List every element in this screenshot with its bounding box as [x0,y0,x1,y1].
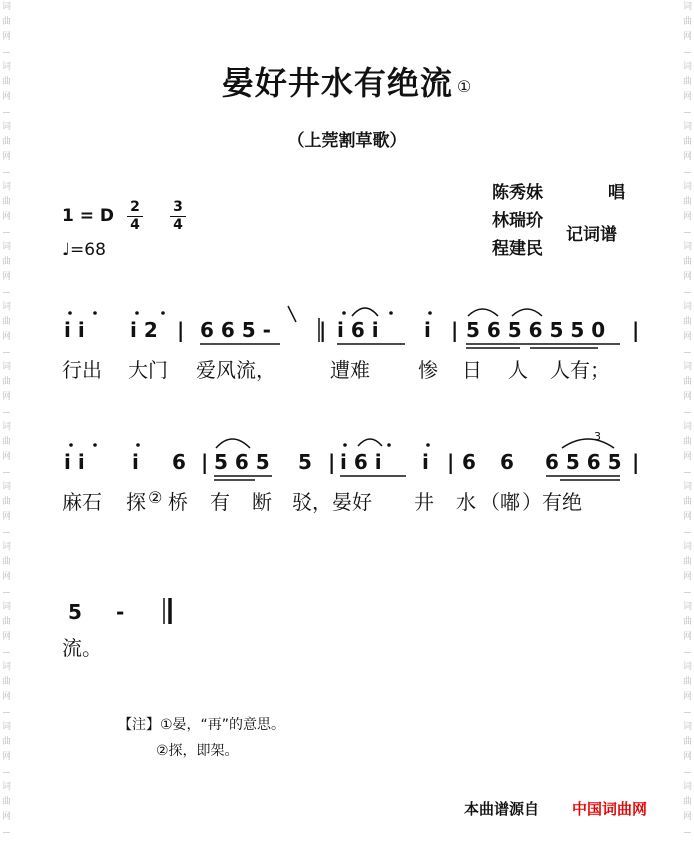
watermark-char: 词 [682,542,692,552]
watermark-char: 词 [1,542,11,552]
source-site-link[interactable]: 中国词曲网 [572,800,648,818]
watermark-char: 网 [1,332,11,342]
song-title-text: 晏好井水有绝流 [221,64,453,102]
l1-lyric-6: 日 [462,358,482,382]
l3-notes-1: 5 [68,600,82,624]
l2-notes-3: 6 [172,450,186,474]
watermark-char: 词 [1,722,11,732]
l2-lyric-1: 麻石 [62,490,102,514]
watermark-char: 网 [682,272,692,282]
l2-notes-7: i [422,450,429,474]
l1-notes-3: 6 6 5 - [200,318,271,342]
watermark-char: 词 [1,122,11,132]
l1-barline-2: | [319,318,327,342]
watermark-char: 词 [682,242,692,252]
key-signature: 1 = D [62,206,115,226]
recorder-role: 记词谱 [566,225,617,245]
watermark-char: 网 [682,632,692,642]
watermark-char: 曲 [682,377,692,387]
recorder-name-1: 林瑞玠 [492,211,543,231]
watermark-char: 词 [682,62,692,72]
watermark-char: 词 [682,422,692,432]
watermark-char: 曲 [1,197,11,207]
watermark-char: 曲 [682,137,692,147]
watermark-char: 曲 [682,557,692,567]
l2-lyric-10: （嘟 [480,490,520,514]
watermark-char: 曲 [1,557,11,567]
l1-notes-6: 5 6 5 6 5 5 0 [466,318,606,342]
watermark-char: 词 [682,362,692,372]
l2-lyric-footnote-mark: ② [148,488,163,507]
watermark-char: 词 [682,662,692,672]
watermark-char: 网 [1,452,11,462]
watermark-char: 网 [1,272,11,282]
watermark-char: 词 [1,602,11,612]
watermark-char: 曲 [682,677,692,687]
l2-lyric-2: 探 [126,490,146,514]
watermark-char: 曲 [1,317,11,327]
l1-notes-5: i [424,318,431,342]
l2-notes-1: i i [64,450,85,474]
time-sig-2-top: 3 [173,199,183,215]
l2-barline-3: | [447,450,455,474]
watermark-char: 词 [682,122,692,132]
watermark-char: 网 [1,92,11,102]
watermark-char: 网 [682,752,692,762]
watermark-char: 曲 [1,497,11,507]
watermark-char: 曲 [682,797,692,807]
l2-notes-9: 6 [500,450,514,474]
watermark-char: 词 [1,182,11,192]
watermark-char: 曲 [1,377,11,387]
l2-barline-4: | [632,450,640,474]
watermark-char: 词 [1,362,11,372]
l2-notes-8: 6 [462,450,476,474]
singer-name: 陈秀妹 [492,183,543,203]
watermark-char: 网 [682,572,692,582]
l1-lyric-5: 惨 [418,358,438,382]
footnote-label: 【注】 [118,717,160,733]
l2-notes-6: i 6 i [340,450,382,474]
watermark-char: 词 [682,482,692,492]
watermark-char: 网 [682,212,692,222]
watermark-char: 曲 [682,17,692,27]
l1-lyric-3: 爱风流， [196,358,276,382]
singer-role: 唱 [608,183,625,203]
watermark-char: 网 [1,512,11,522]
l3-lyric-1: 流。 [62,636,102,660]
footnote-1 [118,714,285,734]
watermark-char: 网 [1,392,11,402]
watermark-char: 曲 [1,257,11,267]
watermark-char: 曲 [682,257,692,267]
source-prefix: 本曲谱源自 [464,800,540,818]
watermark-char: 词 [1,242,11,252]
watermark-char: 词 [682,722,692,732]
watermark-char: 词 [1,482,11,492]
watermark-char: 曲 [1,17,11,27]
watermark-char: 网 [682,152,692,162]
watermark-char: 词 [682,302,692,312]
recorder-name-2: 程建民 [492,239,543,259]
watermark-char: 曲 [682,497,692,507]
l2-lyric-8: 井 [414,490,434,514]
l2-notes-5: 5 [298,450,312,474]
l1-lyric-7: 人 [508,358,528,382]
watermark-char: 网 [682,452,692,462]
watermark-char: 曲 [1,797,11,807]
l1-barline-4: | [632,318,640,342]
l2-lyric-3: 桥 [168,490,188,514]
footnote-item-1: ①晏，“再”的意思。 [160,717,286,733]
l1-barline-1: | [177,318,185,342]
watermark-char: 网 [1,152,11,162]
watermark-char: 网 [682,512,692,522]
watermark-char: 词 [1,422,11,432]
watermark-char: 曲 [682,437,692,447]
watermark-char: 网 [682,692,692,702]
l2-notes-2: i [132,450,139,474]
l2-notes-10: 6 5 6 5 [545,450,622,474]
l2-lyric-9: 水 [456,490,476,514]
watermark-char: 网 [1,212,11,222]
watermark-char: 曲 [1,77,11,87]
l1-lyric-8: 人有； [550,358,610,382]
l1-lyric-4: 遭难 [330,358,370,382]
watermark-char: 网 [1,812,11,822]
watermark-char: 曲 [1,137,11,147]
l2-barline-2: | [328,450,336,474]
l2-barline-1: | [201,450,209,474]
watermark-char: 词 [1,782,11,792]
watermark-char: 曲 [682,197,692,207]
watermark-char: 网 [1,632,11,642]
watermark-char: 网 [682,812,692,822]
watermark-char: 词 [682,602,692,612]
l1-barline-3: | [451,318,459,342]
l1-notes-4: i 6 i [337,318,379,342]
watermark-char: 曲 [1,737,11,747]
watermark-char: 曲 [682,617,692,627]
l3-notes-2: - [116,600,125,624]
l2-lyric-6: 驳， [292,490,332,514]
l1-notes-2: i 2 [130,318,158,342]
watermark-char: 曲 [682,77,692,87]
watermark-char: 词 [682,182,692,192]
tempo-value: =68 [70,240,106,260]
footnote-item-2: ②探，即架。 [156,743,239,759]
watermark-char: 词 [1,62,11,72]
watermark-char: 网 [682,32,692,42]
l2-notes-4: 5 6 5 [214,450,270,474]
watermark-char: 网 [1,572,11,582]
watermark-char: 网 [1,752,11,762]
triplet-mark: 3 [594,430,601,443]
l2-lyric-11: ）有绝 [522,490,582,514]
l2-lyric-5: 断 [252,490,272,514]
l1-notes-1: i i [64,318,85,342]
l2-lyric-7: 晏好 [332,490,372,514]
watermark-char: 网 [1,32,11,42]
watermark-char: 词 [682,2,692,12]
watermark-char: 曲 [1,617,11,627]
watermark-char: 网 [682,392,692,402]
watermark-char: 曲 [682,317,692,327]
watermark-char: 网 [682,92,692,102]
watermark-char: 词 [682,782,692,792]
quarter-note-icon: ♩ [62,240,71,260]
time-sig-1-top: 2 [130,199,140,215]
watermark-char: 曲 [682,737,692,747]
watermark-char: 网 [682,332,692,342]
time-sig-2-bottom: 4 [173,217,183,233]
l2-lyric-4: 有 [210,490,230,514]
title-footnote-mark: ① [456,77,473,96]
watermark-char: 曲 [1,677,11,687]
watermark-char: 词 [1,302,11,312]
watermark-char: 曲 [1,437,11,447]
watermark-char: 网 [1,692,11,702]
l1-lyric-2: 大门 [128,358,168,382]
song-subtitle: （上莞割草歌） [287,131,407,151]
watermark-char: 词 [1,2,11,12]
l1-lyric-1: 行出 [62,358,102,382]
time-sig-1-bottom: 4 [130,217,140,233]
watermark-char: 词 [1,662,11,672]
